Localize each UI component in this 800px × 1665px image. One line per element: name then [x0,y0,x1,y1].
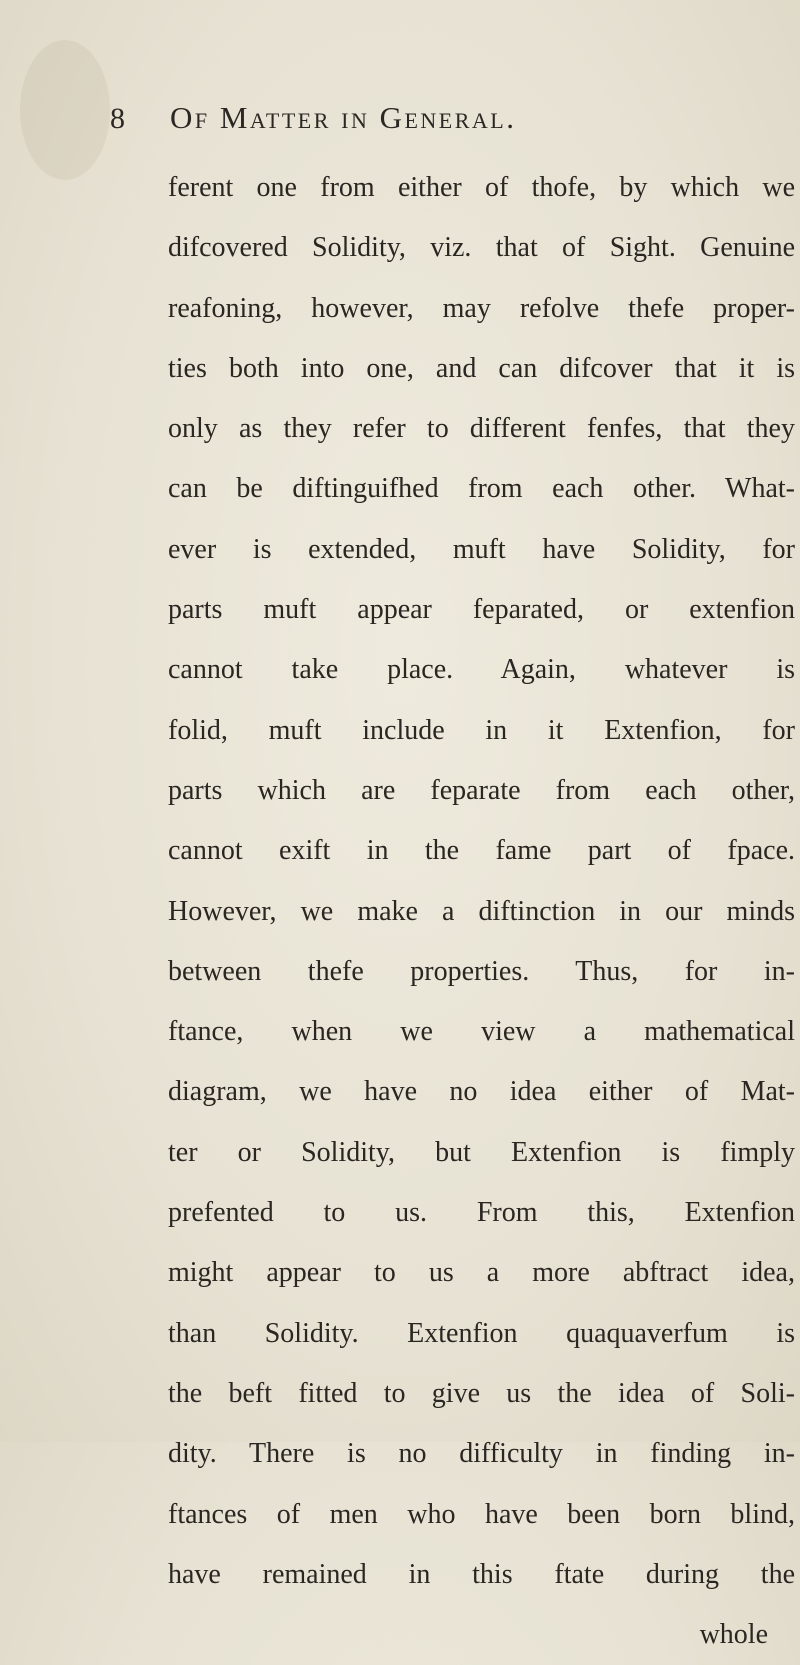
text-line: the beft fitted to give us the idea of Soli- [168,1377,795,1409]
text-line: might appear to us a more abftract idea, [168,1257,795,1289]
text-line: reafoning, however, may refolve thefe proper- [168,292,795,324]
text-line: ever is extended, muft have Solidity, for [168,533,795,565]
text-line: parts muft appear feparated, or extenfion [168,594,795,626]
text-line: between thefe properties. Thus, for in- [168,955,795,987]
text-line: ferent one from either of thofe, by which we [168,172,795,203]
text-line: difcovered Solidity, viz. that of Sight. Genuine [168,232,795,264]
text-line: diagram, we have no idea either of Mat- [168,1076,795,1108]
text-line: cannot take place. Again, whatever is [168,654,795,686]
page-number: 8 [110,102,127,135]
paper-stain [20,40,110,180]
text-line: dity. There is no difficulty in finding in- [168,1438,795,1470]
catchword: whole [699,1619,768,1651]
text-line: ties both into one, and can difcover that it is [168,352,795,384]
text-line: ter or Solidity, but Extenfion is fimply [168,1136,795,1168]
text-line: can be diftinguifhed from each other. What- [168,473,795,505]
body-text [168,158,798,1665]
text-line: ftances of men who have been born blind, [168,1498,795,1530]
running-head [110,100,760,150]
text-line: However, we make a diftinction in our minds [168,895,795,927]
text-line: only as they refer to different fenfes, that they [168,413,795,445]
text-line: parts which are feparate from each other, [168,774,795,806]
text-line: folid, muft include in it Extenfion, for [168,714,795,746]
text-line: cannot exift in the fame part of fpace. [168,835,795,867]
text-line: have remained in this ftate during the [168,1558,795,1590]
running-head-title: Of Matter in General. [170,100,517,135]
text-line: ftance, when we view a mathematical [168,1016,795,1048]
text-line: prefented to us. From this, Extenfion [168,1197,795,1229]
text-line: than Solidity. Extenfion quaquaverfum is [168,1317,795,1349]
